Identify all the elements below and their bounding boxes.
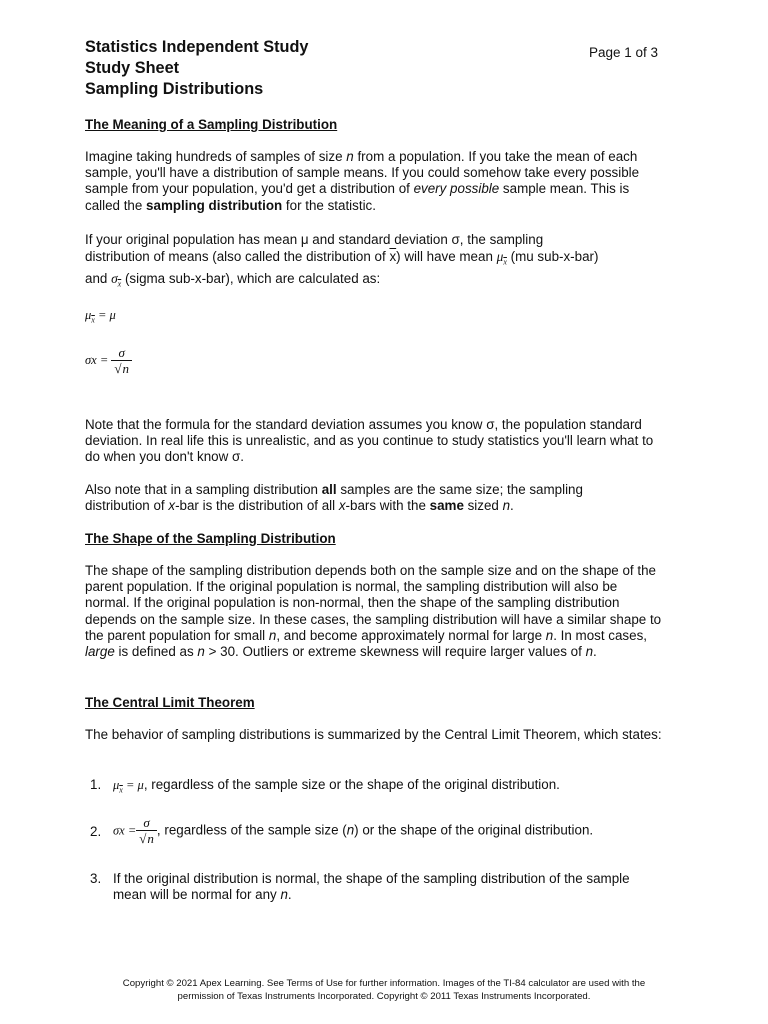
list-item-number: 3. <box>90 871 102 886</box>
page-number: Page 1 of 3 <box>589 45 659 60</box>
section-heading-clt: The Central Limit Theorem <box>85 695 255 710</box>
formula-mean-of-sample-means: $\mu_{\overline{x}} = \mu$ <box>85 308 116 325</box>
header-topic: Sampling Distributions <box>85 80 264 98</box>
list-item-clt-1: $\mu_{\overline{x}} = \mu$, regardless of the sample size or the shape of the original distribution. <box>113 777 560 795</box>
header-sheet-type: Study Sheet <box>85 59 180 77</box>
paragraph-meaning-3: Note that the formula for the standard deviation assumes you know σ, the population standard deviation. In real life this is unrealistic, and as you continue to study statistics you'll learn what to do when you don't know σ. <box>85 417 654 465</box>
paragraph-meaning-4: Also note that in a sampling distribution all samples are the same size; the sampling distribution of x-bar is the distribution of all x-bars with the same sized n. <box>85 482 583 514</box>
list-item-clt-2: σx = $\frac{\sigma}{√n}$ , regardless of the sample size (n) or the shape of the original distribution. <box>113 815 594 846</box>
list-item-clt-3: If the original distribution is normal, the shape of the sampling distribution of the sample mean will be normal for any n. <box>113 871 630 903</box>
section-heading-meaning: The Meaning of a Sampling Distribution <box>85 117 338 132</box>
list-item-number: 2. <box>90 824 102 839</box>
paragraph-meaning-2: If your original population has mean μ and standard deviation σ, the sampling distribution of means (also called the distribution of $\overline{x}$) will have mean $\mu_{\overline{x}}$ (mu sub-x-bar) and $\sigma_{\overline{x}}$ (sigma sub-x-bar), which are calculated as: <box>85 232 599 289</box>
document-header <box>85 37 308 100</box>
formula-standard-error: σx = $\frac{\sigma}{√n}$ <box>85 346 665 376</box>
paragraph-clt-intro: The behavior of sampling distributions is summarized by the Central Limit Theorem, which states: <box>85 727 662 742</box>
paragraph-shape: The shape of the sampling distribution depends both on the sample size and on the shape of the parent population. If the original population is normal, the sampling distribution will also be normal. If the original population is non-normal, then the shape of the sampling distribution depends on the sample size. In these cases, the sampling distribution will have a similar shape to the parent population for small n, and become approximately normal for large n. In most cases, large is defined as n > 30. Outliers or extreme skewness will require larger values of n. <box>85 563 662 660</box>
list-item-number: 1. <box>90 777 102 792</box>
section-heading-shape: The Shape of the Sampling Distribution <box>85 531 336 546</box>
header-course-title: Statistics Independent Study <box>85 38 309 56</box>
copyright-footer: Copyright © 2021 Apex Learning. See Terms of Use for further information. Images of the TI-84 calculator are used with the permission of Texas Instruments Incorporated. Copyright © 2011 Texas Instruments Incorporated. <box>122 978 646 1002</box>
paragraph-meaning-1: Imagine taking hundreds of samples of size n from a population. If you take the mean of each sample, you'll have a distribution of sample means. If you could somehow take every possible sample from your population, you'd get a distribution of every possible sample mean. This is called the sampling distribution for the statistic. <box>85 149 640 213</box>
